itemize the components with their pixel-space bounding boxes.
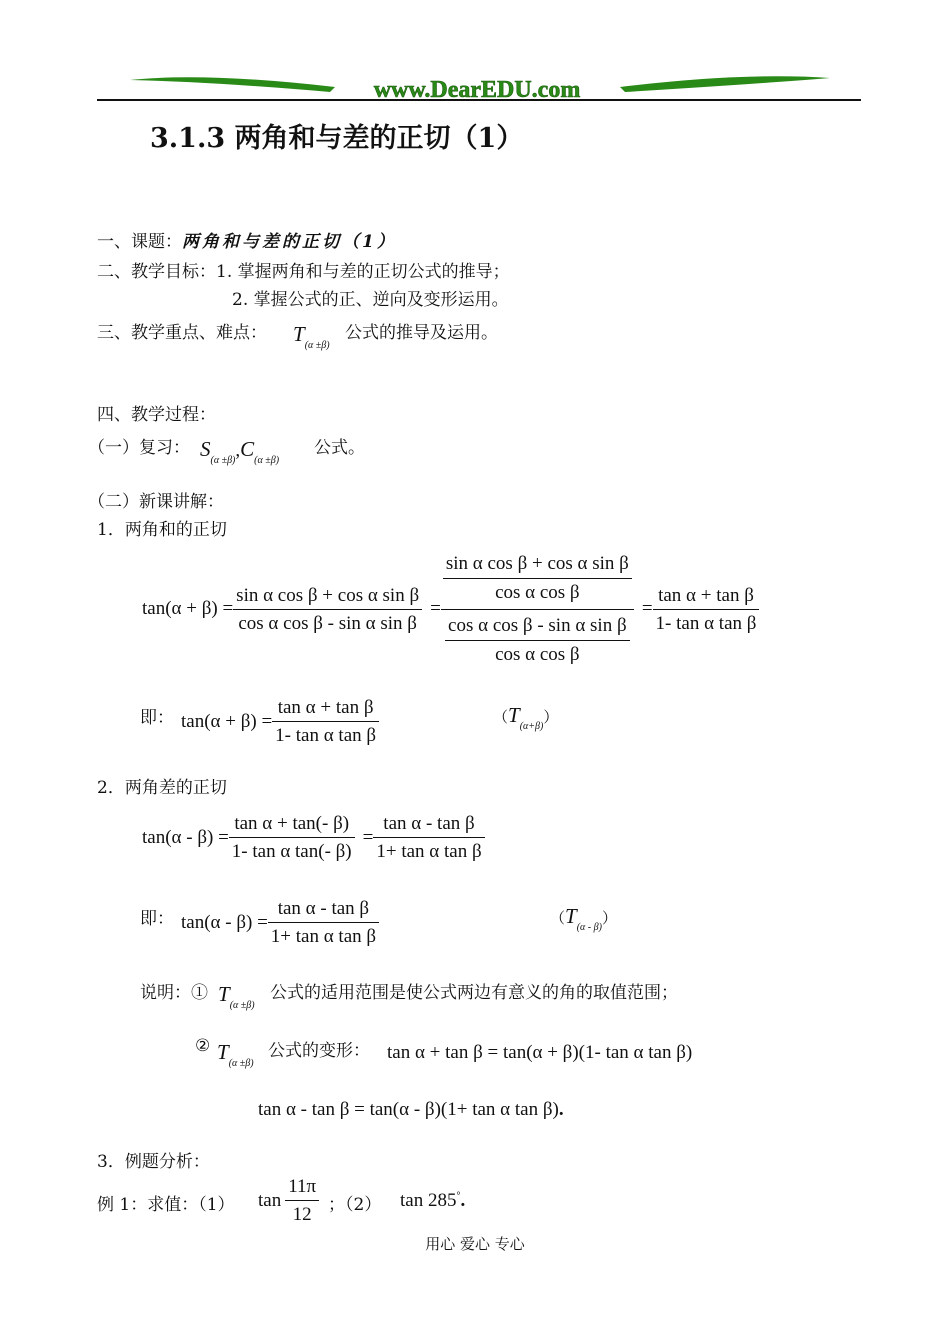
sum-lhs: tan(α + β) = [142, 598, 234, 619]
note-2-symbol: $T_{(\alpha \pm\beta)}$ [217, 1040, 254, 1069]
topic-line [97, 227, 397, 252]
diff-derivation: tan(α - β) = $\frac{\text{tan α + tan(- β)}}{\text{1- tan α tan(- β)}}$ = $\frac{\text{tan α - tan β}}{\text{1+ tan α tan β}}$ [142, 810, 485, 865]
diff-formula: tan(α - β) = $\frac{\text{tan α - tan β}}{\text{1+ tan α tan β}}$ [181, 895, 379, 950]
focus-text: 公式的推导及运用。 [345, 323, 498, 343]
process-label: 四、教学过程： [97, 405, 216, 425]
sum-eq-2: = [641, 598, 653, 619]
header-rule [97, 99, 861, 101]
sum-eq-1: = [430, 598, 441, 619]
logo-swoosh-right [620, 76, 830, 92]
logo-text: www.DearEDU.com [373, 77, 581, 103]
note-1-symbol: $T_{(\alpha \pm\beta)}$ [218, 982, 255, 1011]
sum-complex-fraction: $\frac{\frac{\text{sin α cos β + cos α sin β}}{\text{cos α cos β}}}{\frac{\text{cos α cos β - sin α sin β}}{\text{cos α cos β}}}$ [441, 548, 634, 671]
topic-value: 两角和与差的正切（1） [182, 232, 397, 252]
diff-ji-label: 即： [140, 909, 174, 929]
sum-formula-tag: $(T_{(\alpha+\beta)})$ [493, 703, 559, 732]
item-3-heading: 3．例题分析： [97, 1152, 210, 1172]
sum-fraction-1: $\frac{\text{sin α cos β + cos α sin β}}{\text{cos α cos β - sin α sin β}}$ [233, 582, 422, 637]
goals-label: 二、教学目标： [97, 262, 216, 282]
note-2-label: ② [195, 1036, 211, 1056]
item-1-heading: 1．两角和的正切 [97, 520, 227, 540]
example-2-expr: tan 285°. [400, 1190, 466, 1211]
item-2-heading: 2．两角差的正切 [97, 778, 227, 798]
example-sep: ；（2） [328, 1195, 382, 1215]
example-1-expr: tan $\frac{11\pi}{12}$ [258, 1173, 319, 1228]
note-label: 说明：① [140, 983, 208, 1003]
goal-2: 2. 掌握公式的正、逆向及变形运用。 [232, 290, 509, 310]
new-lesson-label: （二）新课讲解： [88, 492, 224, 512]
sum-result-fraction: $\frac{\text{tan α + tan β}}{\text{1- tan α tan β}}$ [653, 582, 760, 637]
focus-formula-symbol: $T_{(\alpha \pm\beta)}$ [293, 322, 330, 351]
sum-derivation [142, 550, 759, 668]
diff-formula-tag: $(T_{(\alpha - \beta)})$ [550, 904, 617, 933]
goal-1: 1. 掌握两角和与差的正切公式的推导； [216, 262, 510, 282]
page-title: 3.1.3 两角和与差的正切（1） [150, 123, 524, 154]
logo-swoosh-left [130, 77, 335, 92]
review-label: （一）复习： [88, 438, 190, 458]
sum-ji-label: 即： [140, 708, 174, 728]
note-1-text: 公式的适用范围是使公式两边有意义的角的取值范围； [270, 983, 678, 1003]
topic-label: 一、课题： [97, 232, 182, 252]
review-formula-symbols: $S_{(\alpha \pm\beta)},C_{(\alpha \pm\beta)}$ [200, 437, 280, 466]
focus-label: 三、教学重点、难点： [97, 323, 267, 343]
sum-formula: tan(α + β) = $\frac{\text{tan α + tan β}}{\text{1- tan α tan β}}$ [181, 694, 379, 749]
header-logo [125, 70, 835, 108]
review-text: 公式。 [314, 438, 365, 458]
variant-formula-2: tan α - tan β = tan(α - β)(1+ tan α tan β). [258, 1099, 564, 1120]
goals-line [97, 257, 510, 282]
variant-formula-1: tan α + tan β = tan(α + β)(1- tan α tan β) [387, 1042, 693, 1063]
note-2-text: 公式的变形： [268, 1041, 370, 1061]
example-1-label: 例 1：求值：（1） [97, 1195, 235, 1215]
page-footer: 用心 爱心 专心 [425, 1235, 525, 1253]
